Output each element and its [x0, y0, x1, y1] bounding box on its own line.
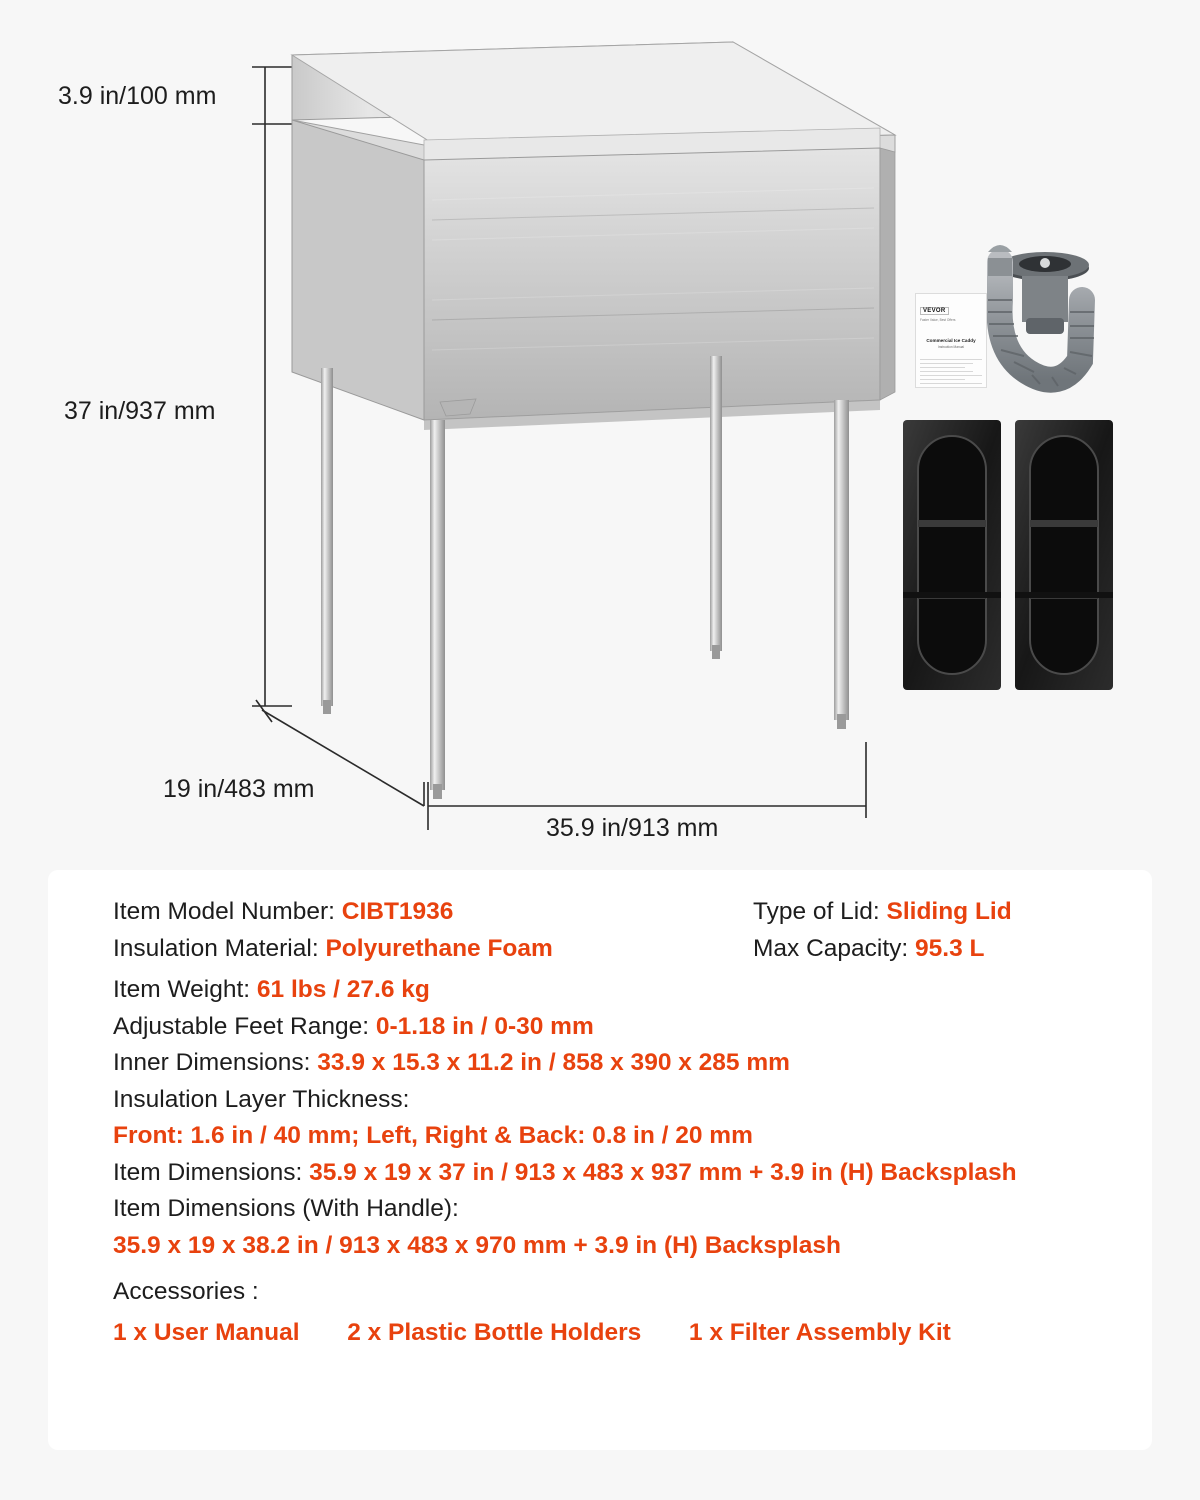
vevor-logo: VEVOR — [920, 307, 949, 315]
spec-right-column — [753, 900, 1012, 973]
spec-value-item-dimensions: 35.9 x 19 x 37 in / 913 x 483 x 937 mm + 3.9 in (H) Backsplash — [309, 1158, 1017, 1186]
spec-row-insulation-material — [113, 934, 553, 962]
spec-value-item-weight: 61 lbs / 27.6 kg — [256, 976, 430, 1003]
spec-row-insulation-thickness-value — [48, 1124, 1152, 1149]
spec-value-max-capacity: 95.3 L — [915, 934, 985, 962]
manual-title: Commercial Ice Caddy — [926, 338, 976, 343]
spec-label-item-dimensions: Item Dimensions: — [113, 1158, 303, 1186]
spec-value-insulation-thickness: Front: 1.6 in / 40 mm; Left, Right & Back: 0.8 in / 20 mm — [113, 1122, 753, 1149]
spec-value-lid-type: Sliding Lid — [886, 898, 1012, 925]
specification-card — [48, 870, 1152, 1450]
user-manual-illustration — [915, 293, 987, 388]
spec-label-feet-range: Adjustable Feet Range: — [113, 1012, 370, 1040]
spec-value-model: CIBT1936 — [341, 898, 454, 925]
accessory-item-1: 1 x User Manual — [113, 1318, 300, 1346]
spec-label-insulation-thickness: Insulation Layer Thickness: — [113, 1085, 410, 1113]
spec-label-item-weight: Item Weight: — [113, 976, 251, 1003]
dimension-label-depth: 19 in/483 mm — [163, 775, 315, 803]
plastic-bottle-holder-left — [903, 420, 1001, 690]
spec-label-item-dimensions-handle: Item Dimensions (With Handle): — [113, 1195, 459, 1222]
spec-left-column — [113, 900, 553, 973]
filter-assembly-kit-illustration — [988, 245, 1094, 386]
spec-row-feet-range — [48, 1012, 1152, 1040]
spec-label-insulation-material: Insulation Material: — [113, 934, 319, 962]
spec-label-inner-dimensions: Inner Dimensions: — [113, 1049, 311, 1076]
plastic-bottle-holder-right — [1015, 420, 1113, 690]
spec-row-item-weight — [48, 978, 1152, 1003]
spec-row-insulation-thickness-label — [48, 1085, 1152, 1113]
spec-row-inner-dimensions — [48, 1051, 1152, 1076]
spec-value-item-dimensions-handle: 35.9 x 19 x 38.2 in / 913 x 483 x 970 mm + 3.9 in (H) Backsplash — [113, 1231, 841, 1259]
accessory-item-2: 2 x Plastic Bottle Holders — [347, 1318, 642, 1346]
dimension-label-backsplash-height: 3.9 in/100 mm — [58, 82, 217, 110]
spec-label-lid-type: Type of Lid: — [753, 898, 880, 925]
spec-row-item-dimensions — [48, 1158, 1152, 1186]
spec-row-item-dimensions-handle-label — [48, 1197, 1152, 1222]
dimension-label-width: 35.9 in/913 mm — [546, 814, 719, 842]
spec-value-feet-range: 0-1.18 in / 0-30 mm — [375, 1012, 594, 1040]
spec-top-two-columns — [48, 900, 1152, 978]
spec-row-accessories-label — [48, 1280, 1152, 1305]
accessories-list — [48, 1319, 1152, 1347]
manual-subtitle: Instruction Manual — [937, 345, 965, 349]
spec-label-accessories: Accessories : — [113, 1278, 259, 1305]
dimension-label-overall-height: 37 in/937 mm — [64, 397, 216, 425]
spec-row-max-capacity — [753, 934, 1012, 962]
spec-value-inner-dimensions: 33.9 x 15.3 x 11.2 in / 858 x 390 x 285 mm — [317, 1049, 790, 1076]
spec-row-model — [113, 900, 553, 925]
manual-text-lines — [920, 359, 982, 388]
spec-label-max-capacity: Max Capacity: — [753, 934, 909, 962]
spec-row-lid-type — [753, 900, 1012, 925]
accessory-item-3: 1 x Filter Assembly Kit — [688, 1318, 951, 1346]
spec-label-model: Item Model Number: — [113, 898, 335, 925]
spec-value-insulation-material: Polyurethane Foam — [325, 934, 553, 962]
spec-row-item-dimensions-handle-value — [48, 1231, 1152, 1259]
vevor-logo-tagline: Faster Value, Best Offers — [920, 318, 956, 322]
